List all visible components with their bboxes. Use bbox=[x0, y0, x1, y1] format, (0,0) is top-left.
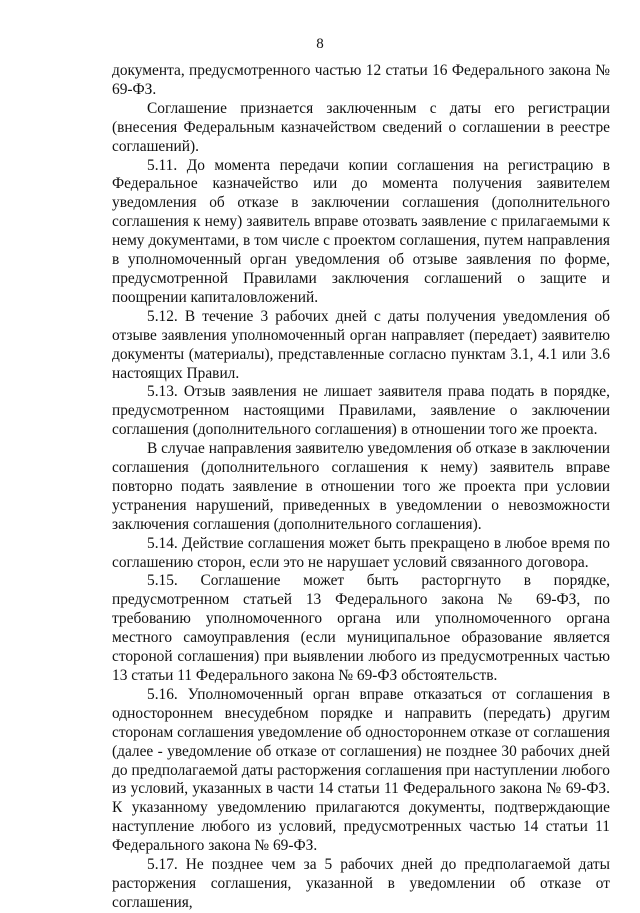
paragraph-5-17: 5.17. Не позднее чем за 5 рабочих дней до предполагаемой даты расторжения соглашения, указанной в уведомлении об отказе от соглашения, bbox=[112, 856, 610, 911]
paragraph-5-14: 5.14. Действие соглашения может быть прекращено в любое время по соглашению сторон, если это не нарушает условий связанного договора. bbox=[112, 534, 610, 571]
page-number: 8 bbox=[316, 36, 324, 52]
paragraph-5-16: 5.16. Уполномоченный орган вправе отказаться от соглашения в одностороннем внесудебном порядке и направить (передать) другим сторонам соглашения уведомление об одностороннем отказе от соглашения (далее - уведомление об отказе от соглашения) не позднее 30 рабочих дней до предполагаемой даты расторжения соглашения при наступлении любого из условий, указанных в части 14 статьи 11 Федерального закона № 69-ФЗ. К указанному уведомлению прилагаются документы, подтверждающие наступление любого из условий, предусмотренных частью 14 статьи 11 Федерального закона № 69-ФЗ. bbox=[112, 685, 610, 855]
paragraph-registration: Соглашение признается заключенным с даты его регистрации (внесения Федеральным казначейством сведений о соглашении в реестре соглашений). bbox=[112, 99, 610, 155]
paragraph-5-15: 5.15. Соглашение может быть расторгнуто в порядке, предусмотренном статьей 13 Федерального закона № 69-ФЗ, по требованию уполномоченного органа или уполномоченного органа местного самоуправления (если муниципальное образование является стороной соглашения) при выявлении любого из предусмотренных частью 13 статьи 11 Федерального закона № 69-ФЗ обстоятельств. bbox=[112, 572, 610, 684]
paragraph-5-13: 5.13. Отзыв заявления не лишает заявителя права подать в порядке, предусмотренном настоящими Правилами, заявление о заключении соглашения (дополнительного соглашения) в отношении того же проекта. bbox=[112, 383, 610, 439]
paragraph-continuation: документа, предусмотренного частью 12 статьи 16 Федерального закона № 69-ФЗ. bbox=[112, 62, 610, 98]
paragraph-refusal-resubmission: В случае направления заявителю уведомления об отказе в заключении соглашения (дополнительного соглашения к нему) заявитель вправе повторно подать заявление в отношении того же проекта при условии устранения нарушений, приведенных в уведомлении о невозможности заключения соглашения (дополнительного соглашения). bbox=[112, 440, 610, 533]
paragraph-5-11: 5.11. До момента передачи копии соглашения на регистрацию в Федеральное казначейство или до момента получения заявителем уведомления об отказе в заключении соглашения (дополнительного соглашения к нему) заявитель вправе отозвать заявление с прилагаемыми к нему документами, в том числе с проектом соглашения, путем направления в уполномоченный орган уведомления об отзыве заявления по форме, предусмотренной Правилами заключения соглашений о защите и поощрении капиталовложений. bbox=[112, 156, 610, 306]
paragraph-5-12: 5.12. В течение 3 рабочих дней с даты получения уведомления об отзыве заявления уполномоченный орган направляет (передает) заявителю документы (материалы), представленные согласно пунктам 3.1, 4.1 или 3.6 настоящих Правил. bbox=[112, 307, 610, 382]
document-body bbox=[112, 62, 610, 913]
